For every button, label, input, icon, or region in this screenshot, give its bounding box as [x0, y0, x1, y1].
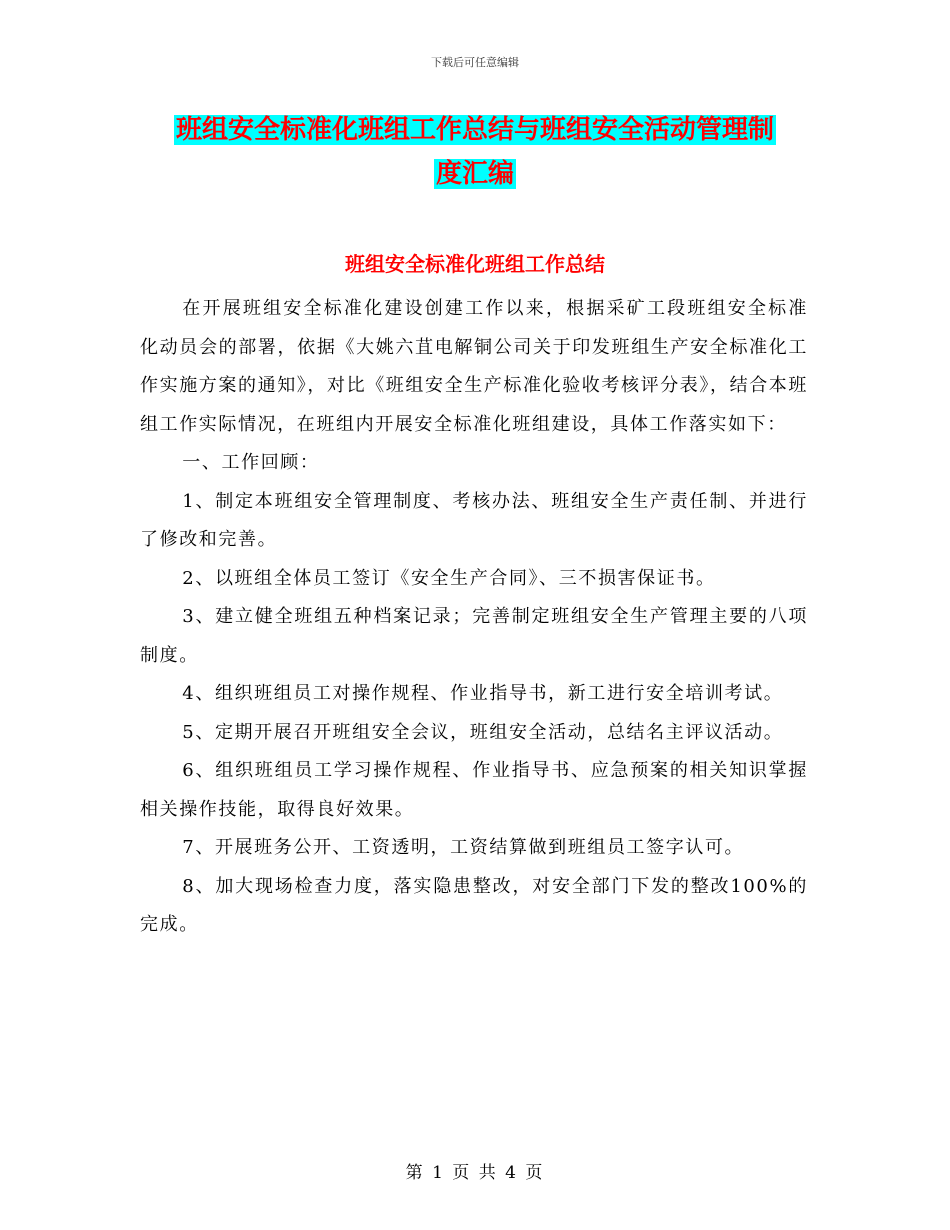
paragraph-item-6: 6、组织班组员工学习操作规程、作业指导书、应急预案的相关知识掌握相关操作技能，取得良好效果。 [140, 760, 808, 820]
paragraph-item-3: 3、建立健全班组五种档案记录；完善制定班组安全生产管理主要的八项制度。 [140, 606, 808, 666]
body-text [140, 290, 808, 945]
document-title-line-2: 度汇编 [435, 159, 514, 189]
page-header-note: 下载后可任意编辑 [431, 56, 519, 69]
paragraph-item-2: 2、以班组全体员工签订《安全生产合同》、三不损害保证书。 [182, 567, 716, 589]
paragraph-item-7: 7、开展班务公开、工资透明，工资结算做到班组员工签字认可。 [182, 837, 745, 858]
paragraph-item-1: 1、制定本班组安全管理制度、考核办法、班组安全生产责任制、并进行了修改和完善。 [140, 490, 808, 550]
paragraph-intro: 在开展班组安全标准化建设创建工作以来，根据采矿工段班组安全标准化动员会的部署，依据《大姚六苴电解铜公司关于印发班组生产安全标准化工作实施方案的通知》，对比《班组安全生产标准化验收考核评分表》，结合本班组工作实际情况，在班组内开展安全标准化班组建设，具体工作落实如下： [140, 298, 808, 435]
document-title [140, 108, 810, 196]
document-title-line-1: 班组安全标准化班组工作总结与班组安全活动管理制 [175, 115, 774, 145]
page-number-footer: 第 1 页 共 4 页 [405, 1163, 545, 1183]
paragraph-item-5: 5、定期开展召开班组安全会议，班组安全活动，总结名主评议活动。 [182, 721, 784, 743]
section-subtitle: 班组安全标准化班组工作总结 [345, 252, 605, 276]
paragraph-item-4: 4、组织班组员工对操作规程、作业指导书，新工进行安全培训考试。 [182, 683, 784, 704]
paragraph-heading-review: 一、工作回顾： [182, 452, 320, 473]
paragraph-item-8: 8、加大现场检查力度，落实隐患整改，对安全部门下发的整改100%的完成。 [140, 875, 808, 935]
